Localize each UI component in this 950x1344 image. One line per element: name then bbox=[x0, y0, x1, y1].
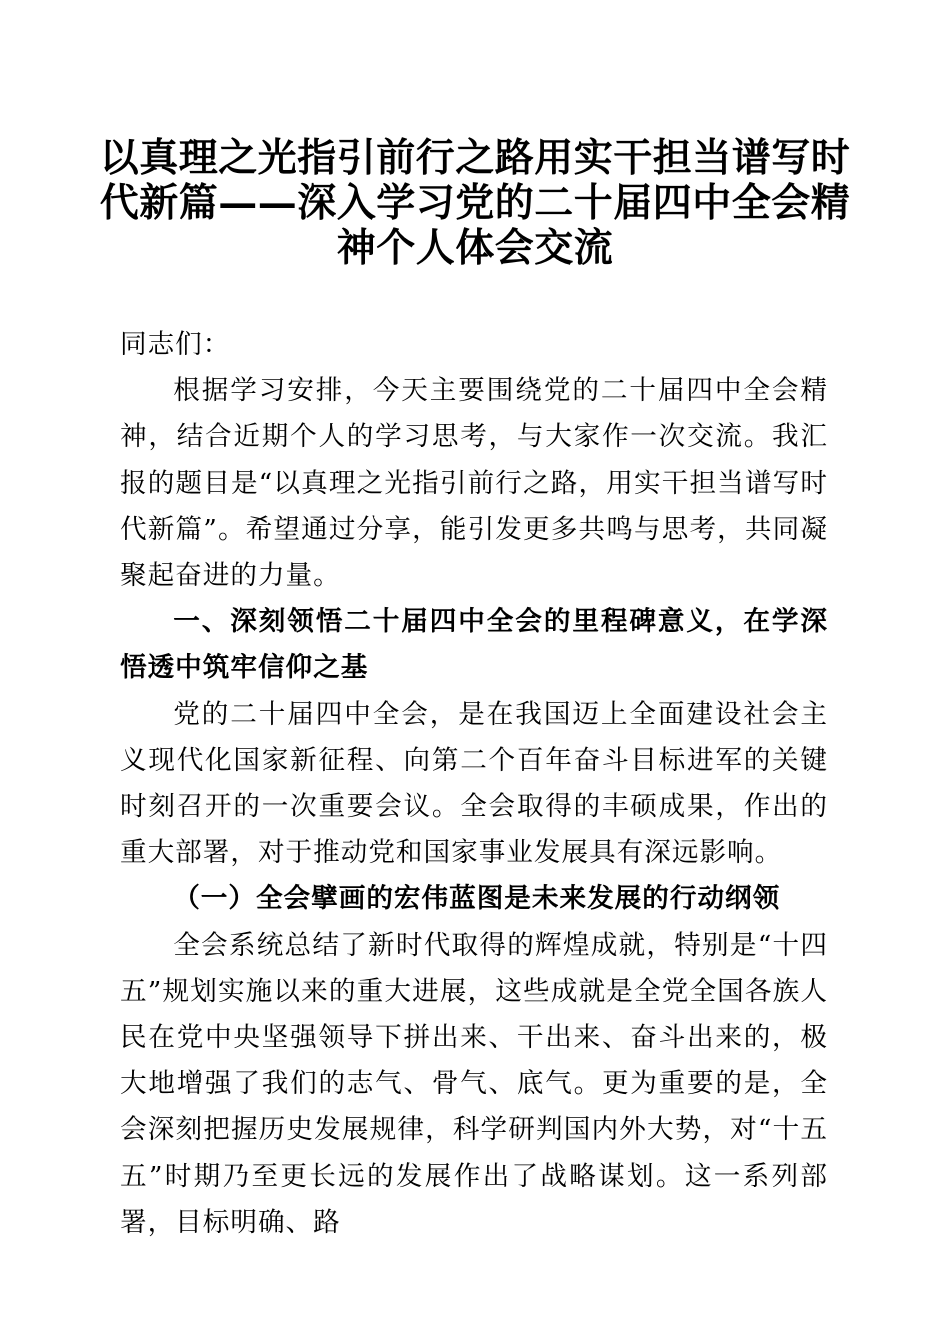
section-heading-1: 一、深刻领悟二十届四中全会的里程碑意义，在学深悟透中筑牢信仰之基 bbox=[120, 606, 828, 684]
subsection-paragraph-1: 全会系统总结了新时代取得的辉煌成就，特别是“十四五”规划实施以来的重大进展，这些成就是全党全国各族人民在党中央坚强领导下拼出来、干出来、奋斗出来的，极大地增强了我们的志气、骨气、底气。更为重要的是，全会深刻把握历史发展规律，科学研判国内外大势，对“十五五”时期乃至更长远的发展作出了战略谋划。这一系列部署，目标明确、路 bbox=[120, 929, 828, 1238]
subsection-heading-1: （一）全会擘画的宏伟蓝图是未来发展的行动纲领 bbox=[173, 883, 781, 915]
document-body bbox=[120, 322, 828, 1246]
salutation: 同志们： bbox=[120, 329, 231, 360]
document-title: 以真理之光指引前行之路用实干担当谱写时代新篇——深入学习党的二十届四中全会精神个人体会交流 bbox=[99, 135, 851, 271]
intro-paragraph: 根据学习安排，今天主要围绕党的二十届四中全会精神，结合近期个人的学习思考，与大家作一次交流。我汇报的题目是“以真理之光指引前行之路，用实干担当谱写时代新篇”。希望通过分享，能引发更多共鸣与思考，共同凝聚起奋进的力量。 bbox=[120, 375, 828, 592]
section-paragraph-1: 党的二十届四中全会，是在我国迈上全面建设社会主义现代化国家新征程、向第二个百年奋斗目标进军的关键时刻召开的一次重要会议。全会取得的丰硕成果，作出的重大部署，对于推动党和国家事业发展具有深远影响。 bbox=[120, 698, 828, 869]
